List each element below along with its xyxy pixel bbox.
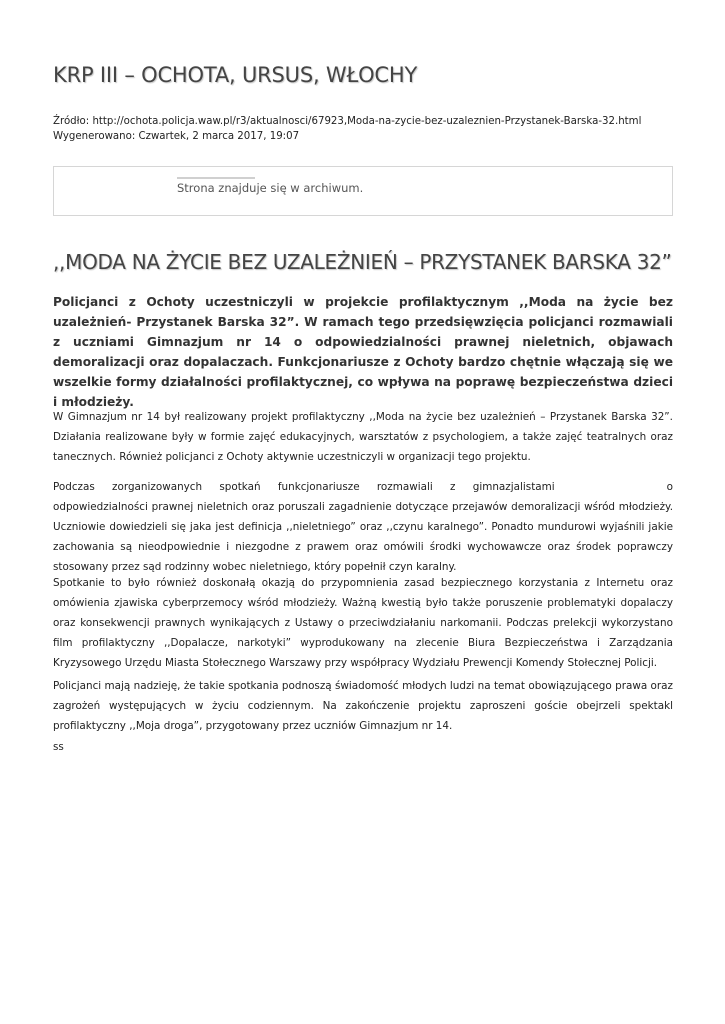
article-lead: Policjanci z Ochoty uczestniczyli w projekcie profilaktycznym ,,Moda na życie bez uzależnień- Przystanek Barska 32”. W ramach tego przedsięwzięcia policjanci rozmawiali z uczniami Gimnazjum nr 14 o odpowiedzialności prawnej nieletnich, objawach demoralizacji oraz dopalaczach. Funkcjonariusze z Ochoty bardzo chętnie włączają się we wszelkie formy działalności profilaktycznej, co wpływa na poprawę bezpieczeństwa dzieci i młodzieży. [53,295,673,409]
document-meta [53,114,641,144]
source-line: Źródło: http://ochota.policja.waw.pl/r3/aktualnosci/67923,Moda-na-zycie-bez-uzaleznien-Przystanek-Barska-32.html [53,116,642,127]
article-paragraph [53,477,673,577]
site-title: KRP III – OCHOTA, URSUS, WŁOCHY [53,63,418,87]
article-paragraph: Spotkanie to było również doskonałą okazją do przypomnienia zasad bezpiecznego korzystania z Internetu oraz omówienia zjawiska cyberprzemocy wśród młodzieży. Ważną kwestią było także poruszenie problematyki dopalaczy oraz konsekwencji prawnych wynikających z Ustawy o przeciwdziałaniu narkomanii. Podczas prelekcji wykorzystano film profilaktyczny ,,Dopalacze, narkotyki” wyprodukowany na zlecenie Biura Bezpieczeństwa i Zarządzania Kryzysowego Urzędu Miasta Stołecznego Warszawy przy współpracy Wydziału Prewencji Komendy Stołecznej Policji. [53,577,673,669]
generated-line: Wygenerowano: Czwartek, 2 marca 2017, 19:07 [53,131,300,142]
article-title: ,,MODA NA ŻYCIE BEZ UZALEŻNIEŃ – PRZYSTANEK BARSKA 32” [53,250,672,274]
article-paragraph: W Gimnazjum nr 14 był realizowany projekt profilaktyczny ,,Moda na życie bez uzależnień – Przystanek Barska 32”. Działania realizowane były w formie zajęć edukacyjnych, warsztatów z psychologiem, a także zajęć teatralnych oraz tanecznych. Również policjanci z Ochoty aktywnie uczestniczyli w organizacji tego projektu. [53,411,673,463]
archive-notice: Strona znajduje się w archiwum. [177,181,364,195]
paragraph-rest: o odpowiedzialności prawnej nieletnich oraz poruszali zagadnienie dotyczące przejawów demoralizacji wśród młodzieży. Uczniowie dowiedzieli się jaka jest definicja ,,nieletniego” oraz ,,czynu karalnego”. Ponadto mundurowi wyjaśnili jakie zachowania są nieodpowiednie i niezgodne z prawem oraz omówili środki wychowawcze oraz środek poprawczy stosowany przez sąd rodzinny wobec nieletniego, który popełnił czyn karalny. [53,481,673,573]
paragraph-start: Podczas zorganizowanych spotkań funkcjonariusze rozmawiali z gimnazjalistami [53,481,555,493]
author-signature: ss [53,741,64,753]
archive-divider [177,177,255,179]
archive-notice-box [53,166,673,216]
article-paragraph: Policjanci mają nadzieję, że takie spotkania podnoszą świadomość młodych ludzi na temat obowiązującego prawa oraz zagrożeń występujących w życiu codziennym. Na zakończenie projektu zaproszeni goście obejrzeli spektakl profilaktyczny ,,Moja droga”, przygotowany przez uczniów Gimnazjum nr 14. [53,680,673,732]
